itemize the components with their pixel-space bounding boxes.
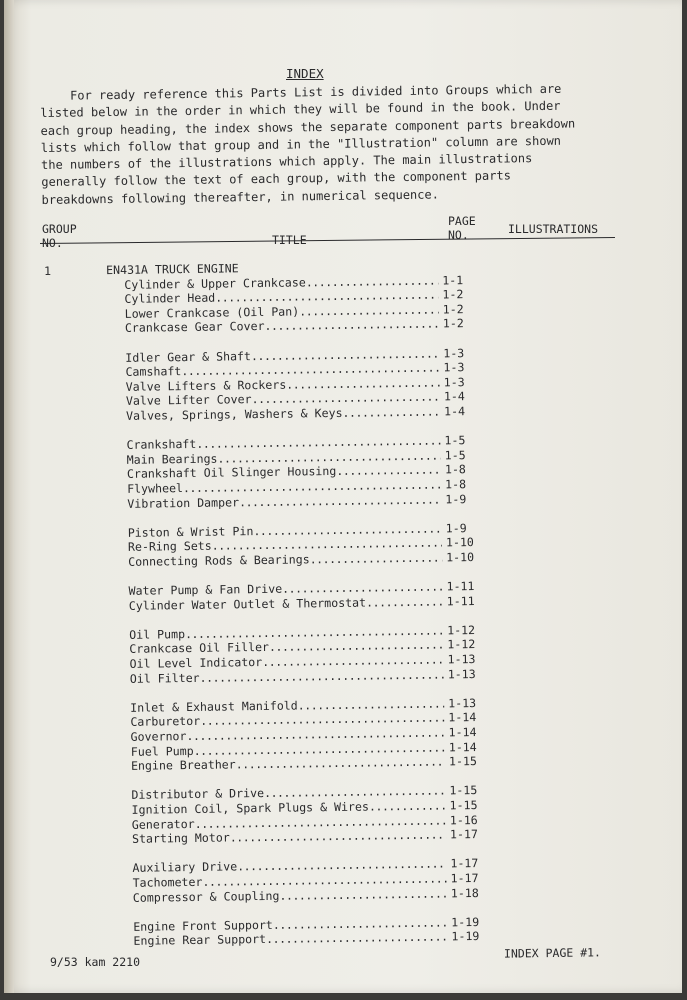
entry-page: 1-5 bbox=[444, 433, 466, 448]
footer-page-label: INDEX PAGE #1. bbox=[503, 945, 602, 961]
page-title: INDEX bbox=[286, 66, 324, 81]
entry-title: Compressor & Coupling bbox=[132, 888, 280, 905]
entry-title: Oil Pump bbox=[129, 626, 186, 642]
index-table bbox=[44, 256, 614, 950]
entry-title: Engine Breather bbox=[130, 757, 236, 774]
intro-paragraph bbox=[40, 80, 587, 209]
leader-dots bbox=[310, 550, 443, 566]
entry-page: 1-2 bbox=[442, 287, 464, 302]
entry-title: Distributor & Drive bbox=[131, 786, 265, 803]
entry-title: Engine Front Support bbox=[133, 917, 273, 934]
header-page-no: NO. bbox=[448, 228, 469, 242]
entry-page: 1-3 bbox=[443, 374, 465, 390]
entry-page: 1-14 bbox=[448, 739, 477, 754]
entry-page: 1-18 bbox=[450, 885, 479, 900]
group-number: 1 bbox=[44, 263, 52, 278]
entry-title: Water Pump & Fan Drive bbox=[128, 581, 283, 598]
entry-page: 1-17 bbox=[450, 870, 479, 886]
entry-title: Engine Rear Support bbox=[133, 932, 267, 949]
entry-page: 1-14 bbox=[448, 725, 477, 740]
entry-title: Starting Motor bbox=[131, 830, 230, 846]
entry-title: Idler Gear & Shaft bbox=[125, 348, 252, 365]
entry-page: 1-10 bbox=[445, 535, 474, 550]
entry-title: Flywheel bbox=[127, 480, 184, 496]
leader-dots bbox=[239, 492, 441, 509]
entry-title: Vibration Damper bbox=[127, 494, 240, 511]
entry-title: Inlet & Exhaust Manifold bbox=[130, 698, 298, 715]
entry-page: 1-2 bbox=[442, 316, 464, 331]
entry-title: Connecting Rods & Bearings bbox=[128, 552, 310, 569]
entry-page: 1-19 bbox=[451, 914, 480, 930]
header-page-label: PAGE bbox=[448, 214, 476, 228]
entry-page: 1-16 bbox=[449, 812, 478, 827]
intro-text: For ready reference this Parts List is divided into Groups which are listed below in the order in which they will be found in the book. Under each group heading, the index shows the separate component parts breakdown lists which follow that group and in the "Illustration" column are shown the numbers of the illustrations which apply. The main illustrations generally follow the text of each group, with the component parts breakdowns following thereafter, in numerical sequence. bbox=[40, 81, 576, 207]
header-illustrations: ILLUSTRATIONS bbox=[508, 222, 599, 236]
entry-page: 1-5 bbox=[444, 447, 466, 463]
leader-dots bbox=[369, 798, 446, 814]
entry-title: Carburetor bbox=[130, 714, 201, 730]
entry-page: 1-11 bbox=[446, 579, 475, 594]
binding-edge bbox=[4, 0, 14, 993]
entry-page: 1-17 bbox=[450, 856, 479, 871]
entry-title: Fuel Pump bbox=[130, 743, 194, 759]
entry-title: Crankcase Oil Filler bbox=[129, 640, 270, 657]
entry-title: Ignition Coil, Spark Plugs & Wires bbox=[131, 799, 370, 817]
leader-dots bbox=[236, 755, 445, 773]
document-page bbox=[4, 0, 682, 993]
entry-title: Cylinder Water Outlet & Thermostat bbox=[128, 595, 367, 613]
entry-page: 1-12 bbox=[447, 622, 476, 638]
entry-title: Main Bearings bbox=[126, 451, 218, 467]
entry-title: Crankshaft bbox=[126, 437, 197, 452]
leader-dots bbox=[230, 828, 446, 846]
entry-page: 1-8 bbox=[445, 477, 467, 492]
entry-title: Camshaft bbox=[125, 364, 182, 380]
header-group-no: NO. bbox=[42, 236, 63, 250]
entry-title: Generator bbox=[131, 816, 195, 832]
entry-page: 1-17 bbox=[449, 827, 479, 842]
entry-title: Crankshaft Oil Slinger Housing bbox=[126, 464, 337, 482]
entry-page: 1-13 bbox=[447, 652, 476, 667]
footer-code: 9/53 kam 2210 bbox=[50, 955, 141, 969]
leader-dots bbox=[279, 886, 447, 903]
header-title: TITLE bbox=[272, 233, 307, 247]
entry-page: 1-3 bbox=[443, 345, 465, 360]
entry-page: 1-11 bbox=[446, 593, 475, 609]
entry-page: 1-9 bbox=[445, 520, 467, 536]
entry-page: 1-15 bbox=[448, 754, 478, 769]
entry-page: 1-10 bbox=[446, 549, 475, 565]
leader-dots bbox=[264, 317, 439, 334]
entry-title: Auxiliary Drive bbox=[132, 859, 238, 876]
entry-page: 1-2 bbox=[442, 301, 464, 317]
leader-dots bbox=[336, 463, 441, 479]
entry-title: Crankcase Gear Cover bbox=[124, 319, 265, 336]
leader-dots bbox=[366, 594, 443, 610]
entry-title: Valve Lifters & Rockers bbox=[125, 377, 287, 394]
entry-page: 1-3 bbox=[443, 360, 465, 375]
entry-page: 1-4 bbox=[443, 404, 466, 419]
entry-page: 1-8 bbox=[444, 462, 466, 477]
entry-title: Oil Filter bbox=[129, 670, 200, 686]
entry-title: Oil Level Indicator bbox=[129, 655, 263, 671]
group-name: EN431A TRUCK ENGINE bbox=[105, 261, 239, 278]
entry-page: 1-4 bbox=[443, 389, 465, 404]
header-group-label: GROUP bbox=[42, 222, 77, 236]
entry-title: Governor bbox=[130, 729, 187, 744]
entry-title: Re-Ring Sets bbox=[127, 538, 212, 555]
entry-page: 1-12 bbox=[447, 637, 476, 652]
entry-title: Piston & Wrist Pin bbox=[127, 523, 254, 540]
leader-dots bbox=[266, 930, 448, 947]
entry-title: Cylinder & Upper Crankcase bbox=[124, 274, 306, 292]
entry-page: 1-14 bbox=[448, 710, 477, 725]
entry-page: 1-9 bbox=[445, 491, 467, 506]
entry-title: Valve Lifter Cover bbox=[125, 392, 252, 409]
entry-title: Lower Crankcase (Oil Pan) bbox=[124, 304, 300, 321]
entry-page: 1-15 bbox=[449, 783, 478, 798]
entry-page: 1-13 bbox=[447, 666, 476, 682]
header-group bbox=[42, 222, 77, 250]
entry-page: 1-1 bbox=[442, 272, 464, 288]
entry-page: 1-19 bbox=[451, 929, 480, 944]
entry-title: Cylinder Head bbox=[124, 290, 216, 307]
entry-title: Tachometer bbox=[132, 874, 203, 890]
header-rule bbox=[40, 237, 615, 244]
leader-dots bbox=[342, 404, 440, 420]
entry-page: 1-15 bbox=[449, 797, 478, 813]
entry-page: 1-13 bbox=[448, 695, 477, 711]
entry-title: Valves, Springs, Washers & Keys bbox=[126, 405, 343, 423]
index-entries bbox=[44, 271, 613, 950]
